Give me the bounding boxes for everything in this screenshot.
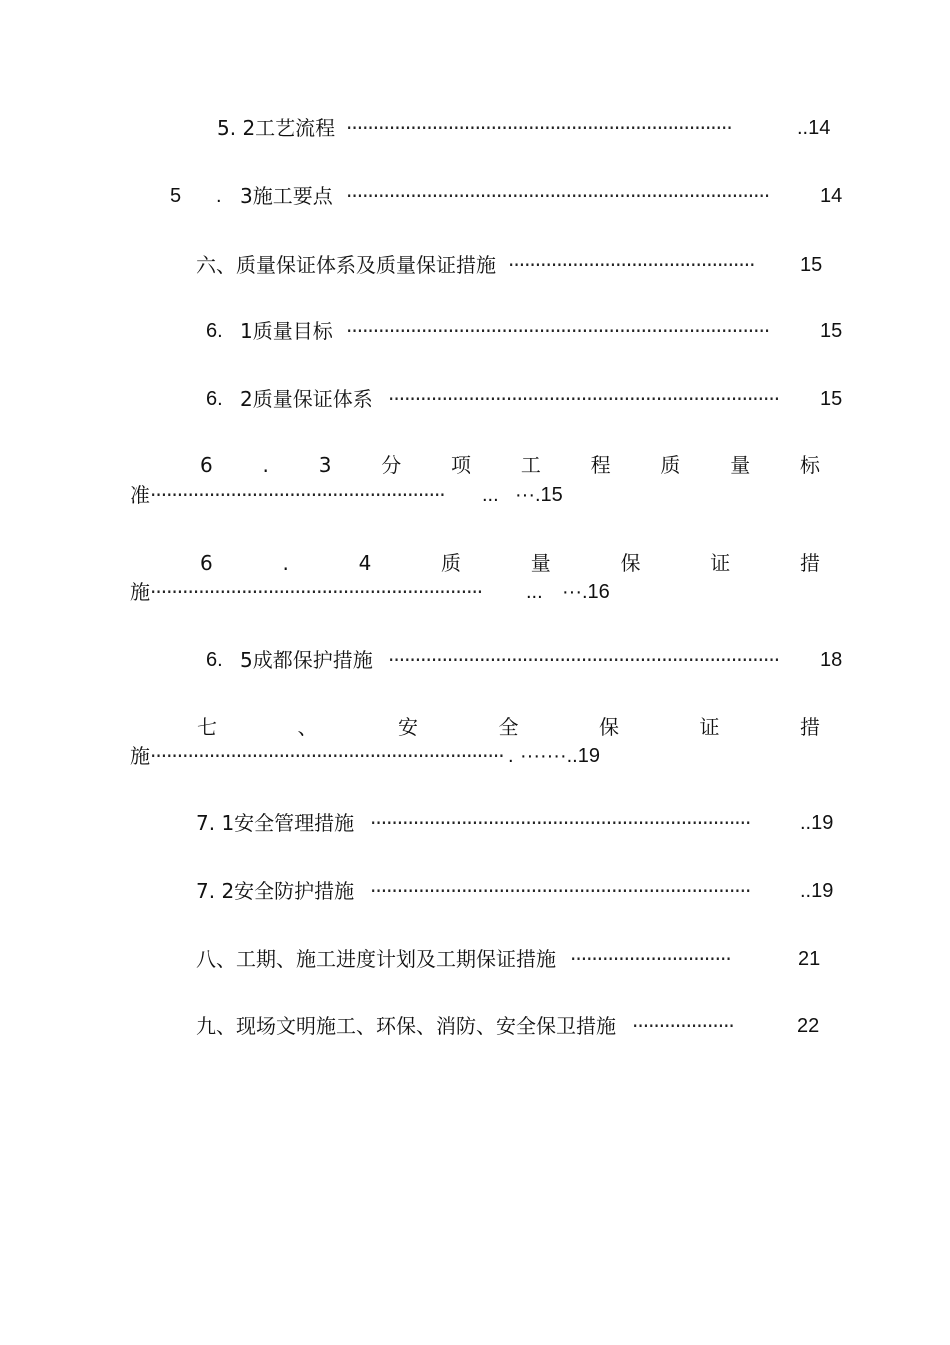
toc-leader-dots: ·································································· — [150, 744, 504, 768]
toc-leader-dots: ··············································································· — [346, 184, 770, 208]
toc-char: 质 — [441, 551, 462, 575]
toc-page-number: 15 — [800, 254, 823, 276]
toc-label: 3施工要点 — [240, 184, 333, 208]
toc-leader-dots: ······································································· — [370, 879, 751, 903]
toc-page-number: 15 — [820, 388, 843, 410]
toc-char: 量 — [730, 453, 751, 477]
toc-label: 1质量目标 — [240, 319, 333, 343]
toc-number: 5 — [170, 185, 182, 207]
toc-justified-line — [197, 715, 820, 739]
toc-leader-dots: ······································································· — [370, 811, 751, 835]
toc-page-number: ..14 — [797, 117, 831, 139]
toc-char: 4 — [358, 551, 372, 575]
toc-label: 八、工期、施工进度计划及工期保证措施 — [196, 947, 556, 971]
toc-page-number: 14 — [820, 185, 843, 207]
toc-char: . — [262, 453, 269, 477]
toc-char: 证 — [710, 551, 731, 575]
toc-continuation: 准 — [130, 483, 150, 507]
toc-char: 七 — [197, 715, 217, 739]
toc-leader-dots: ······················································· — [150, 483, 445, 507]
toc-continuation: 施 — [130, 744, 150, 768]
toc-page-number: ·······..19 — [520, 745, 600, 767]
toc-leader-dots: ········································································ — [346, 116, 732, 140]
toc-label: 5. 2工艺流程 — [217, 116, 336, 140]
toc-page-number: ..19 — [800, 812, 834, 834]
toc-label: 5成都保护措施 — [240, 648, 373, 672]
toc-char: 6 — [200, 453, 213, 477]
toc-char: 安 — [398, 715, 418, 739]
toc-char: 分 — [381, 453, 402, 477]
toc-label: 2质量保证体系 — [240, 387, 373, 411]
toc-char: 措 — [799, 551, 820, 575]
toc-char: 保 — [620, 551, 641, 575]
toc-char: 全 — [498, 715, 519, 739]
toc-number: 6. — [206, 320, 223, 342]
toc-char: 标 — [800, 453, 820, 477]
toc-continuation: 施 — [130, 580, 150, 604]
toc-ellipsis: ... — [482, 484, 499, 506]
toc-char: 程 — [590, 453, 611, 477]
toc-page-number: ···.15 — [515, 484, 563, 506]
toc-leader-dots: ········································································· — [388, 387, 780, 411]
toc-page-number: 15 — [820, 320, 843, 342]
toc-justified-line — [200, 453, 820, 477]
toc-label: 九、现场文明施工、环保、消防、安全保卫措施 — [196, 1014, 616, 1038]
toc-label: 7. 2安全防护措施 — [196, 879, 355, 903]
toc-leader-dots: ······························ — [570, 947, 731, 971]
toc-char: 、 — [297, 715, 318, 739]
toc-justified-line — [200, 551, 820, 575]
toc-ellipsis: ... — [526, 581, 543, 603]
toc-leader-dots: ······························································ — [150, 580, 483, 604]
toc-char: 6 — [200, 551, 213, 575]
toc-leader-dots: ··············································································· — [346, 319, 770, 343]
toc-page-number: ..19 — [800, 880, 834, 902]
toc-char: 质 — [660, 453, 681, 477]
toc-label: 7. 1安全管理措施 — [196, 811, 355, 835]
toc-separator: . — [216, 185, 222, 207]
toc-char: 措 — [800, 715, 820, 739]
toc-char: 3 — [318, 453, 332, 477]
toc-leader-dots: ··················· — [632, 1014, 734, 1038]
toc-char: 项 — [451, 453, 472, 477]
toc-label: 六、质量保证体系及质量保证措施 — [196, 253, 496, 277]
toc-leader-dots: ········································································· — [388, 648, 780, 672]
toc-ellipsis: . — [508, 745, 514, 767]
toc-page-number: ···.16 — [562, 581, 610, 603]
toc-page-number: 18 — [820, 649, 843, 671]
toc-page-number: 21 — [798, 948, 821, 970]
toc-char: 证 — [699, 715, 720, 739]
toc-leader-dots: ·············································· — [508, 253, 755, 277]
toc-page-number: 22 — [797, 1015, 820, 1037]
toc-char: . — [282, 551, 289, 575]
toc-char: 量 — [530, 551, 551, 575]
toc-number: 6. — [206, 388, 223, 410]
toc-char: 工 — [520, 453, 541, 477]
toc-number: 6. — [206, 649, 223, 671]
toc-char: 保 — [599, 715, 619, 739]
